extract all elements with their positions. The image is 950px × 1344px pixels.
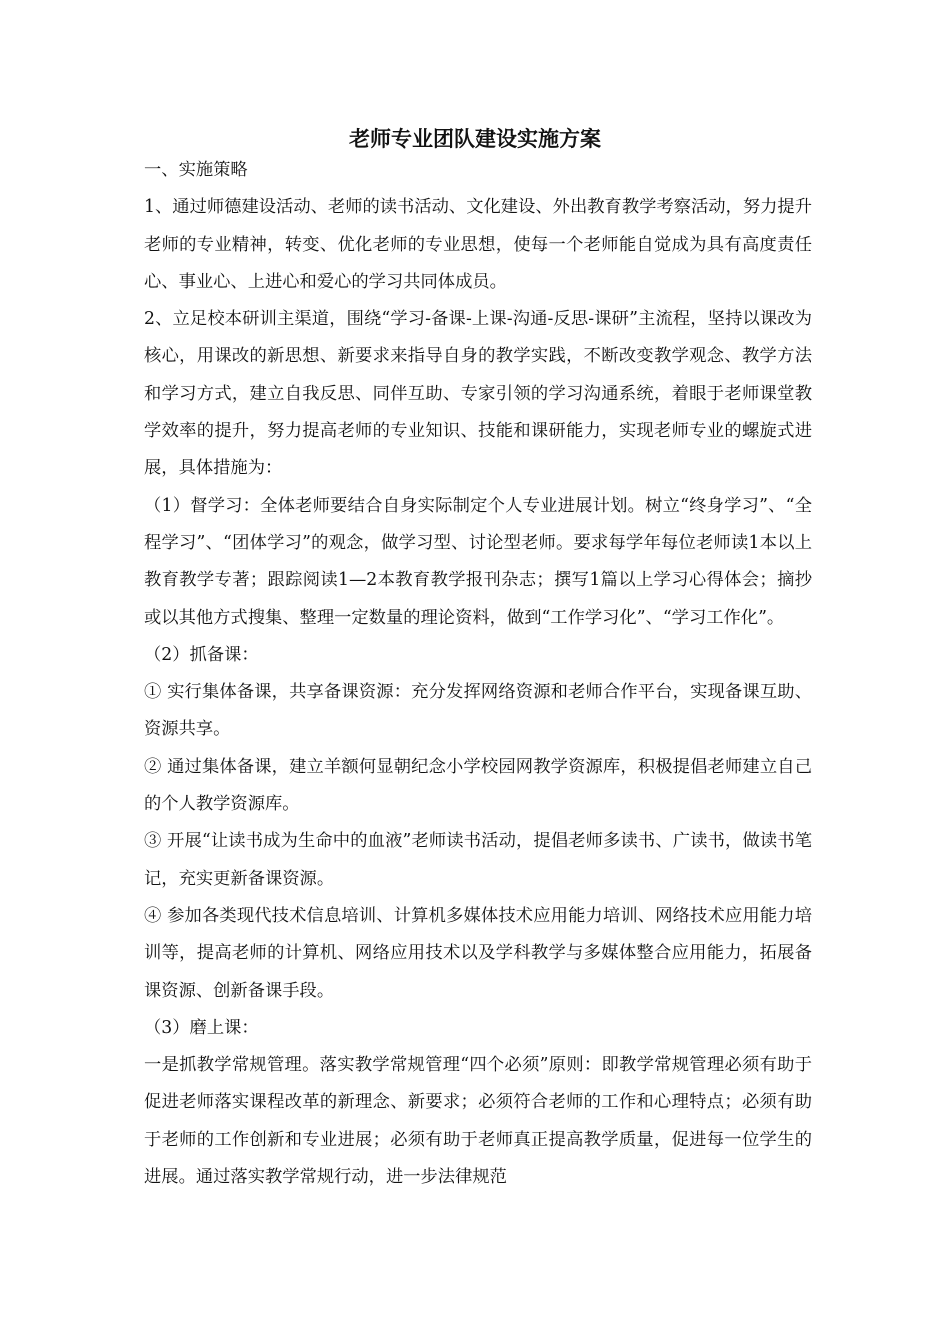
subheading-lesson-prep: （2）抓备课： [144, 644, 259, 665]
list-item-3: ③ 开展“让读书成为生命中的血液”老师读书活动，提倡老师多读书、广读书，做读书笔记，充实更新备课资源。 [144, 831, 812, 889]
document-body [144, 152, 812, 1196]
document-title: 老师专业团队建设实施方案 [349, 126, 601, 151]
paragraph-2: 2、立足校本研训主渠道，围绕“学习-备课-上课-沟通-反思-课研”主流程，坚持以课改为核心，用课改的新思想、新要求来指导自身的教学实践，不断改变教学观念、教学方法和学习方式，建立自我反思、同伴互助、专家引领的学习沟通系统，着眼于老师课堂教学效率的提升，努力提高老师的专业知识、技能和课研能力，实现老师专业的螺旋式进展，具体措施为： [144, 309, 812, 479]
list-item-2: ② 通过集体备课，建立羊额何显朝纪念小学校园网教学资源库，积极提倡老师建立自己的个人教学资源库。 [144, 756, 812, 815]
subheading-teaching: （3）磨上课： [144, 1017, 259, 1038]
paragraph-1: 1、通过师德建设活动、老师的读书活动、文化建设、外出教育教学考察活动，努力提升老师的专业精神，转变、优化老师的专业思想，使每一个老师能自觉成为具有高度责任心、事业心、上进心和爱心的学习共同体成员。 [144, 197, 812, 292]
paragraph-study: （1）督学习：全体老师要结合自身实际制定个人专业进展计划。树立“终身学习”、“全程学习”、“团体学习”的观念，做学习型、讨论型老师。要求每学年每位老师读1本以上教育教学专著；跟踪阅读1—2本教育教学报刊杂志；撰写1篇以上学习心得体会；摘抄或以其他方式搜集、整理一定数量的理论资料，做到“工作学习化”、“学习工作化”。 [144, 495, 812, 628]
list-item-4: ④ 参加各类现代技术信息培训、计算机多媒体技术应用能力培训、网络技术应用能力培训等，提高老师的计算机、网络应用技术以及学科教学与多媒体整合应用能力，拓展备课资源、创新备课手段。 [144, 905, 812, 1001]
list-item-1: ① 实行集体备课，共享备课资源：充分发挥网络资源和老师合作平台，实现备课互助、资源共享。 [144, 682, 812, 740]
section-heading-strategy: 一、实施策略 [144, 160, 248, 180]
paragraph-routine-management: 一是抓教学常规管理。落实教学常规管理“四个必须”原则：即教学常规管理必须有助于促进老师落实课程改革的新理念、新要求；必须符合老师的工作和心理特点；必须有助于老师的工作创新和专业进展；必须有助于老师真正提高教学质量，促进每一位学生的进展。通过落实教学常规行动，进一步法律规范 [144, 1055, 812, 1188]
